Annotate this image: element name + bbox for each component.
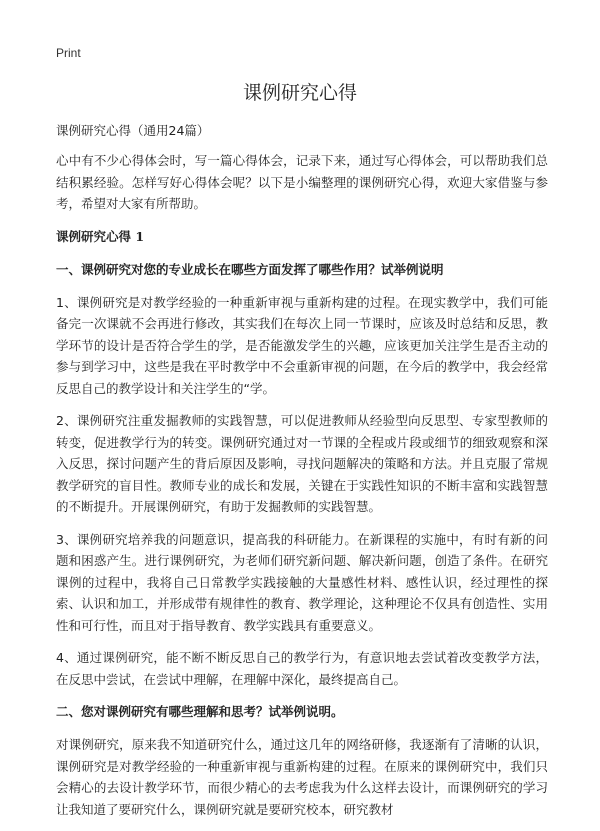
paragraph-4: 4、通过课例研究，能不断不断反思自己的教学行为，有意识地去尝试着改变教学方法，在反思中尝试，在尝试中理解，在理解中深化，最终提高自己。 — [56, 650, 548, 687]
print-link[interactable]: Print — [56, 46, 81, 60]
question-heading-1: 一、课例研究对您的专业成长在哪些方面发挥了哪些作用？试举例说明 — [56, 261, 444, 277]
question-heading-2: 二、您对课例研究有哪些理解和思考？试举例说明。 — [56, 704, 344, 719]
paragraph-2: 2、课例研究注重发掘教师的实践智慧，可以促进教师从经验型向反思型、专家型教师的转变，促进教学行为的转变。课例研究通过对一节课的全程或片段或细节的细致观察和深入反思，探讨问题产生的背后原因及影响，寻找问题解决的策略和方法。并且克服了常规教学研究的盲目性。教师专业的成长和发展，关键在于实践性知识的不断丰富和实践智慧的不断提升。开展课例研究，有助于发掘教师的实践智慧。 — [56, 413, 548, 514]
page-title: 课例研究心得 — [242, 82, 357, 104]
article-subtitle: 课例研究心得（通用24篇） — [56, 123, 210, 138]
paragraph-3: 3、课例研究培养我的问题意识，提高我的科研能力。在新课程的实施中，有时有新的问题和困惑产生。进行课例研究，为老师们研究新问题、解决新问题，创造了条件。在研究课例的过程中，我将自己日常教学实践接触的大量感性材料、感性认识，经过理性的探索、认识和加工，并形成带有规律性的教育、教学理论，这种理论不仅具有创造性、实用性和可行性，而且对于指导教育、教学实践具有重要意义。 — [56, 531, 548, 633]
intro-paragraph: 心中有不少心得体会时，写一篇心得体会，记录下来，通过写心得体会，可以帮助我们总结积累经验。怎样写好心得体会呢？以下是小编整理的课例研究心得，欢迎大家借鉴与参考，希望对大家有所帮助。 — [56, 153, 548, 211]
section-label: 课例研究心得 1 — [56, 228, 145, 244]
paragraph-5: 对课例研究，原来我不知道研究什么，通过这几年的网络研修，我逐渐有了清晰的认识，课例研究是对教学经验的一种重新审视与重新构建的过程。在原来的课例研究中，我们只会精心的去设计教学环节，而很少精心的去考虑我为什么这样去设计，而课例研究的学习让我知道了要研究什么，课例研究就是要研究校本，研究教材 — [56, 737, 548, 817]
paragraph-1: 1、课例研究是对教学经验的一种重新审视与重新构建的过程。在现实教学中，我们可能备完一次课就不会再进行修改，其实我们在每次上同一节课时，应该及时总结和反思，教学环节的设计是否符合学生的学，是否能激发学生的兴趣，应该更加关注学生是否主动的参与到学习中，这些是我在平时教学中不会重新审视的问题，在今后的教学中，我会经常反思自己的教学设计和关注学生的“学。 — [56, 294, 548, 396]
article-body — [56, 120, 548, 831]
